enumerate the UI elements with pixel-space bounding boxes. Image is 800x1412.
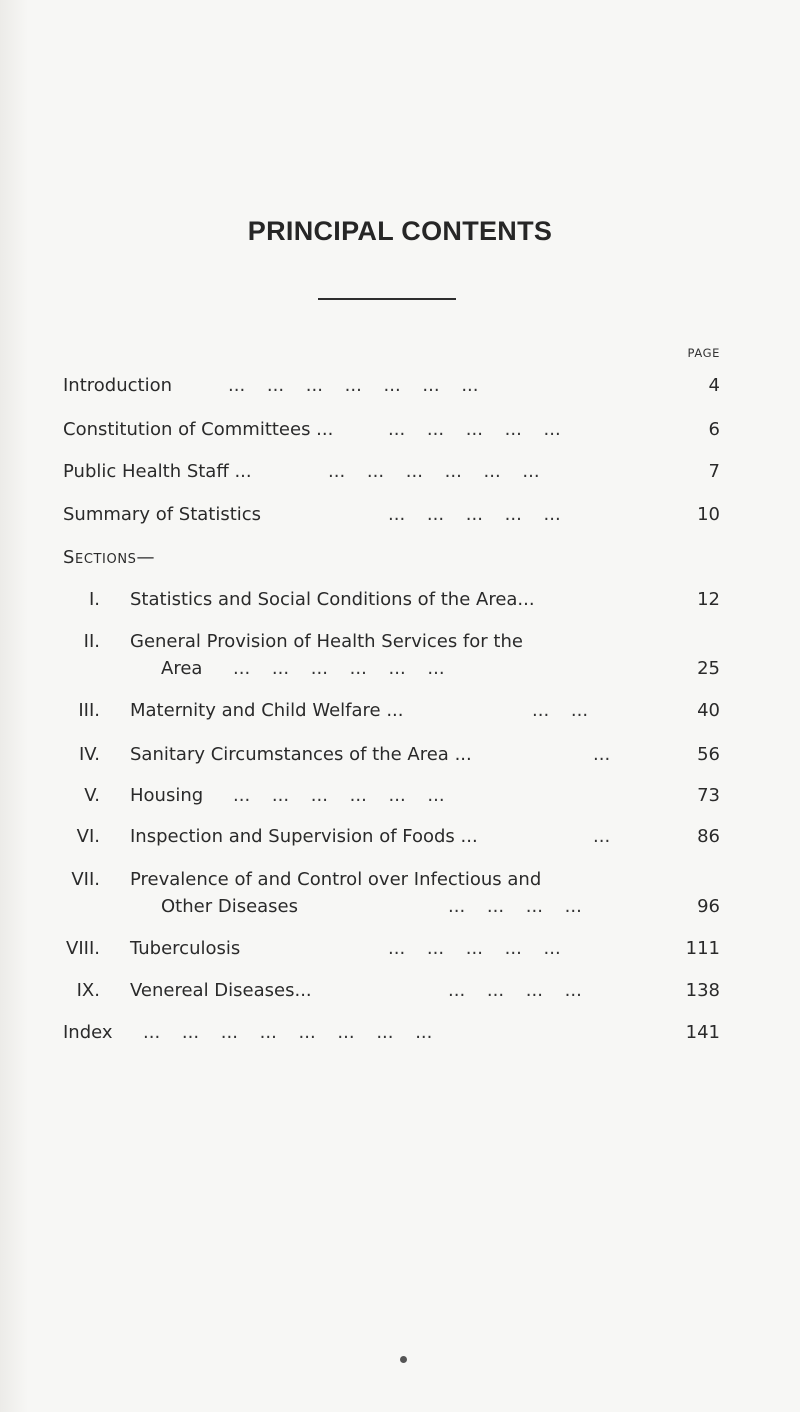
toc-page-number: 40 [697, 700, 720, 721]
toc-entry-text: Prevalence of and Control over Infectious and [130, 869, 542, 890]
toc-section-7[interactable] [63, 868, 763, 892]
toc-section-2[interactable] [63, 630, 763, 654]
section-numeral: VII. [71, 869, 100, 890]
toc-entry-text: Introduction [63, 375, 173, 396]
toc-entry-introduction[interactable] [63, 374, 763, 398]
toc-page-number: 56 [697, 744, 720, 765]
section-numeral: IV. [78, 744, 100, 765]
toc-page-number: 96 [697, 896, 720, 917]
toc-section-8[interactable] [63, 937, 763, 961]
toc-leader: ... ... [532, 700, 589, 721]
toc-entry-text-continued: Other Diseases [161, 896, 299, 917]
toc-entry-text: Public Health Staff ... [63, 461, 252, 482]
toc-leader: ... ... ... ... ... ... [233, 785, 445, 806]
toc-leader: ... ... ... ... ... ... ... ... [143, 1022, 433, 1043]
toc-leader: ... ... ... ... [448, 980, 582, 1001]
sections-label: Sections— [63, 547, 156, 568]
section-numeral: III. [78, 700, 100, 721]
page-title: PRINCIPAL CONTENTS [247, 216, 553, 246]
toc-section-4[interactable] [63, 743, 763, 767]
toc-entry-text: Maternity and Child Welfare ... [130, 700, 404, 721]
toc-leader: ... ... ... ... ... [388, 938, 561, 959]
toc-page-number: 86 [697, 826, 720, 847]
toc-entry-constitution-of-committees[interactable] [63, 418, 763, 442]
title-rule [318, 298, 456, 300]
toc-leader: ... ... ... ... ... ... ... [228, 375, 479, 396]
section-numeral: I. [88, 589, 100, 610]
toc-entry-text: Statistics and Social Conditions of the Area... [130, 589, 535, 610]
toc-entry-text: Constitution of Committees ... [63, 419, 334, 440]
toc-section-5[interactable] [63, 784, 763, 808]
section-numeral: IX. [76, 980, 100, 1001]
toc-entry-text: Index [63, 1022, 113, 1043]
toc-entry-text-continued: Area [161, 658, 203, 679]
toc-entry-public-health-staff[interactable] [63, 460, 763, 484]
page-column-header: PAGE [687, 346, 720, 360]
toc-entry-index[interactable] [63, 1021, 763, 1045]
toc-section-1[interactable] [63, 588, 763, 612]
toc-entry-text: Summary of Statistics [63, 504, 262, 525]
toc-leader: ... [593, 826, 611, 847]
toc-entry-text: Sanitary Circumstances of the Area ... [130, 744, 472, 765]
section-numeral: VIII. [66, 938, 100, 959]
toc-section-3[interactable] [63, 699, 763, 723]
toc-leader: ... ... ... ... ... ... [328, 461, 540, 482]
toc-leader: ... ... ... ... ... [388, 419, 561, 440]
toc-entry-text: Housing [130, 785, 204, 806]
page-edge [0, 0, 28, 1412]
toc-page-number: 4 [708, 375, 720, 396]
section-numeral: II. [83, 631, 100, 652]
toc-leader: ... ... ... ... ... [388, 504, 561, 525]
toc-leader: ... ... ... ... [448, 896, 582, 917]
toc-page-number: 73 [697, 785, 720, 806]
toc-page-number: 7 [708, 461, 720, 482]
toc-section-2-continued[interactable] [63, 657, 763, 681]
toc-section-7-continued[interactable] [63, 895, 763, 919]
toc-page-number: 111 [685, 938, 720, 959]
toc-section-9[interactable] [63, 979, 763, 1003]
toc-page-number: 12 [697, 589, 720, 610]
toc-entry-summary-of-statistics[interactable] [63, 503, 763, 527]
toc-leader: ... [593, 744, 611, 765]
toc-entry-text: Inspection and Supervision of Foods ... [130, 826, 478, 847]
toc-section-6[interactable] [63, 825, 763, 849]
toc-page-number: 141 [685, 1022, 720, 1043]
toc-entry-text: Tuberculosis [130, 938, 241, 959]
toc-entry-text: General Provision of Health Services for the [130, 631, 523, 652]
toc-page-number: 138 [685, 980, 720, 1001]
section-numeral: V. [84, 785, 100, 806]
page-footer-mark [400, 1356, 407, 1363]
toc-page-number: 25 [697, 658, 720, 679]
section-numeral: VI. [76, 826, 100, 847]
toc-entry-text: Venereal Diseases... [130, 980, 312, 1001]
toc-page-number: 10 [697, 504, 720, 525]
toc-page-number: 6 [708, 419, 720, 440]
toc-leader: ... ... ... ... ... ... [233, 658, 445, 679]
